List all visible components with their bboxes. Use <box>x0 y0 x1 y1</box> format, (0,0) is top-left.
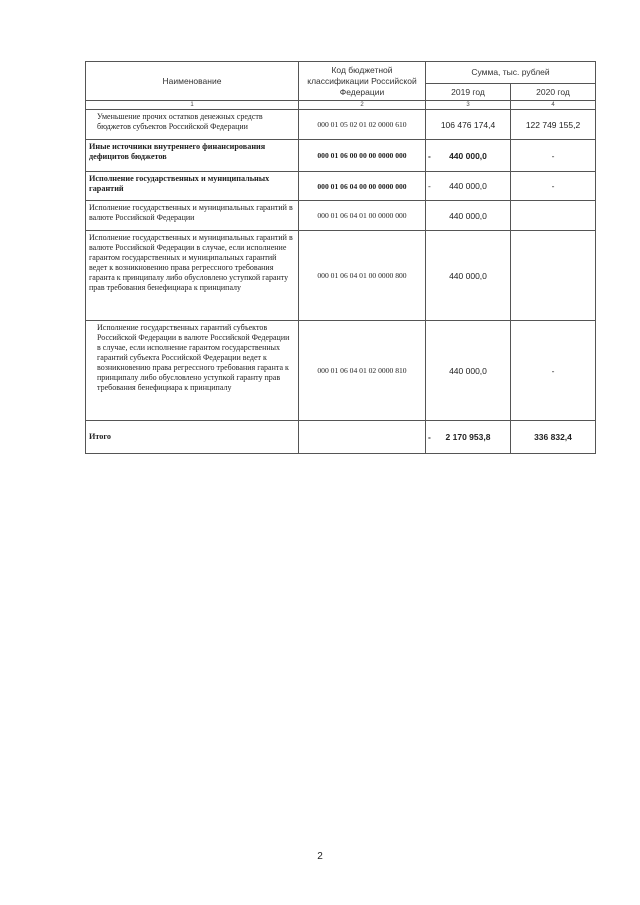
row-value-2019 <box>426 140 511 172</box>
page-number: 2 <box>317 851 323 862</box>
row-dash: - <box>428 181 431 191</box>
row-value-2019-text: 440 000,0 <box>449 270 487 281</box>
row-name: Уменьшение прочих остатков денежных средств бюджетов субъектов Российской Федерации <box>86 110 299 140</box>
header-code: Код бюджетной классификации Российской Федерации <box>299 62 426 101</box>
row-name: Исполнение государственных и муниципальных гарантий в валюте Российской Федерации в случае, если исполнение гарантом государственных и муниципальных гарантий ведет к возникновению права регрессного требования гаранта к принципалу либо обусловлено уступкой гаранту прав требования бенефициара к принципалу <box>86 231 299 321</box>
header-year-2020: 2020 год <box>511 84 596 101</box>
row-name: Итого <box>86 421 299 454</box>
row-value-2019 <box>426 231 511 321</box>
row-code: 000 01 06 04 01 00 0000 000 <box>299 201 426 231</box>
column-number-4: 4 <box>511 101 596 110</box>
row-value-2020 <box>511 231 596 321</box>
row-name: Исполнение государственных и муниципальных гарантий в валюте Российской Федерации <box>86 201 299 231</box>
header-year-2019: 2019 год <box>426 84 511 101</box>
header-name: Наименование <box>86 62 299 101</box>
row-name: Иные источники внутреннего финансирования дефицитов бюджетов <box>86 140 299 172</box>
row-value-2019-text: 106 476 174,4 <box>440 119 496 130</box>
row-name: Исполнение государственных и муниципальных гарантий <box>86 172 299 201</box>
row-code <box>299 421 426 454</box>
row-value-2020: 336 832,4 <box>511 421 596 454</box>
column-number-1: 1 <box>86 101 299 110</box>
row-value-2019-text: 440 000,0 <box>449 181 487 191</box>
header-sum: Сумма, тыс. рублей <box>426 62 596 84</box>
row-value-2020: - <box>511 321 596 421</box>
table-row <box>86 321 596 421</box>
row-code: 000 01 05 02 01 02 0000 610 <box>299 110 426 140</box>
table-row <box>86 110 596 140</box>
table-row <box>86 172 596 201</box>
row-value-2020: - <box>511 172 596 201</box>
row-code: 000 01 06 04 01 00 0000 800 <box>299 231 426 321</box>
row-value-2020: 122 749 155,2 <box>511 110 596 140</box>
row-value-2020: - <box>511 140 596 172</box>
table-row <box>86 201 596 231</box>
column-number-2: 2 <box>299 101 426 110</box>
budget-sources-table <box>85 61 596 454</box>
row-value-2019 <box>426 321 511 421</box>
table-row <box>86 231 596 321</box>
row-value-2019-text: 440 000,0 <box>449 210 487 221</box>
row-code: 000 01 06 00 00 00 0000 000 <box>299 140 426 172</box>
table-row <box>86 140 596 172</box>
row-value-2020 <box>511 201 596 231</box>
row-value-2019 <box>426 421 511 454</box>
row-value-2019-text: 2 170 953,8 <box>445 432 491 442</box>
row-value-2019 <box>426 201 511 231</box>
table-row-total <box>86 421 596 454</box>
row-name: Исполнение государственных гарантий субъектов Российской Федерации в валюте Российской Федерации в случае, если исполнение гарантом государственных гарантий субъекта Российской Федерации ведет к возникновению права регрессного требования гаранта к принципалу либо обусловлено уступкой гаранту прав требования бенефициара к принципалу <box>86 321 299 421</box>
row-value-2019-text: 440 000,0 <box>449 365 487 376</box>
row-code: 000 01 06 04 01 02 0000 810 <box>299 321 426 421</box>
row-code: 000 01 06 04 00 00 0000 000 <box>299 172 426 201</box>
column-number-3: 3 <box>426 101 511 110</box>
row-dash: - <box>428 150 431 161</box>
row-dash: - <box>428 432 431 442</box>
row-value-2019 <box>426 172 511 201</box>
row-value-2019-text: 440 000,0 <box>449 150 487 161</box>
row-value-2019 <box>426 110 511 140</box>
